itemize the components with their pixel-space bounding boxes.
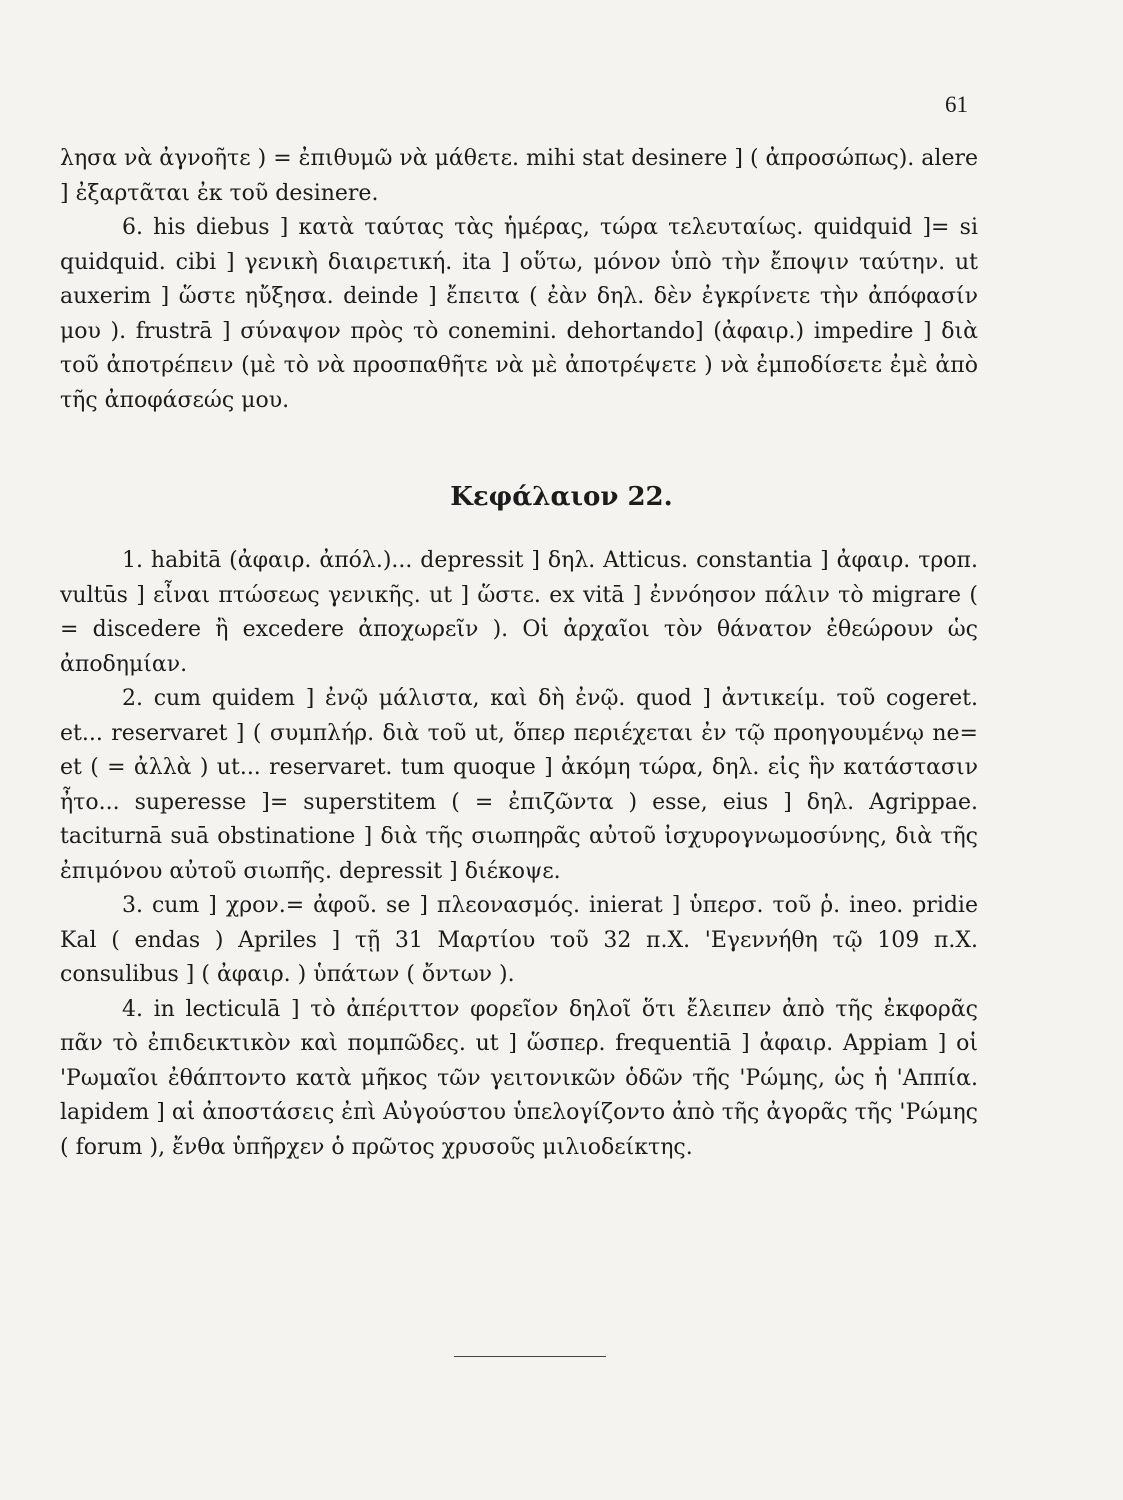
paragraph-note-2: 2. cum quidem ] ἐνῷ μάλιστα, καὶ δὴ ἐνῷ. quod ] ἀντικείμ. τοῦ cogeret. et... reservaret ] ( συμπλήρ. διὰ τοῦ ut, ὅπερ περιέχεται ἐν τῷ προηγουμένῳ ne= et ( = ἀλλὰ ) ut... reservaret. tum quoque ] ἀκόμη τώρα, δηλ. εἰς ἣν κατάστασιν ἦτο... superesse ]= superstitem ( = ἐπιζῶντα ) esse, eius ] δηλ. Agrippae. taciturnā suā obstinatione ] διὰ τῆς σιωπηρᾶς αὐτοῦ ἰσχυρογνωμοσύνης, διὰ τῆς ἐπιμόνου αὐτοῦ σιωπῆς. depressit ] διέκοψε. <box>60 686 978 884</box>
chapter-heading: Κεφάλαιον 22. <box>450 482 673 512</box>
paragraph-continuation: λησα νὰ ἀγνοῆτε ) = ἐπιθυμῶ νὰ μάθετε. mihi stat desinere ] ( ἀπροσώπως). alere ] ἐξαρτᾶται ἐκ τοῦ desinere. <box>60 146 978 206</box>
paragraph-note-6: 6. his diebus ] κατὰ ταύτας τὰς ἡμέρας, τώρα τελευταίως. quidquid ]= si quidquid. cibi ] γενικὴ διαιρετική. ita ] οὕτω, μόνον ὑπὸ τὴν ἔποψιν ταύτην. ut auxerim ] ὥστε ηὔξησα. deinde ] ἔπειτα ( ἐὰν δηλ. δὲν ἐγκρίνετε τὴν ἀπόφασίν μου ). frustrā ] σύναψον πρὸς τὸ conemini. dehortando] (ἀφαιρ.) impedire ] διὰ τοῦ ἀποτρέπειν (μὲ τὸ νὰ προσπαθῆτε νὰ μὲ ἀποτρέψετε ) νὰ ἐμποδίσετε ἐμὲ ἀπὸ τῆς ἀποφάσεώς μου. <box>60 215 978 413</box>
intro-text-block <box>60 142 978 418</box>
chapter-22-text-block <box>60 544 978 1165</box>
paragraph-note-1: 1. habitā (ἀφαιρ. ἀπόλ.)... depressit ] δηλ. Atticus. constantia ] ἀφαιρ. τροπ. vultūs ] εἶναι πτώσεως γενικῆς. ut ] ὥστε. ex vitā ] ἐννόησον πάλιν τὸ migrare ( = discedere ἢ excedere ἀποχωρεῖν ). Οἱ ἀρχαῖοι τὸν θάνατον ἐθεώρουν ὡς ἀποδημίαν. <box>60 548 978 677</box>
page-number: 61 <box>945 92 968 117</box>
paragraph-note-3: 3. cum ] χρον.= ἀφοῦ. se ] πλεονασμός. inierat ] ὑπερσ. τοῦ ῥ. ineo. pridie Kal ( endas ) Apriles ] τῇ 31 Μαρτίου τοῦ 32 π.Χ. 'Εγεννήθη τῷ 109 π.Χ. consulibus ] ( ἀφαιρ. ) ὑπάτων ( ὄντων ). <box>60 893 978 987</box>
paragraph-note-4: 4. in lecticulā ] τὸ ἀπέριττον φορεῖον δηλοῖ ὅτι ἔλειπεν ἀπὸ τῆς ἐκφορᾶς πᾶν τὸ ἐπιδεικτικὸν καὶ πομπῶδες. ut ] ὥσπερ. frequentiā ] ἀφαιρ. Appiam ] οἱ 'Ρωμαῖοι ἐθάπτοντο κατὰ μῆκος τῶν γειτονικῶν ὁδῶν τῆς 'Ρώμης, ὡς ἡ 'Αππία. lapidem ] αἱ ἀποστάσεις ἐπὶ Αὐγούστου ὑπελογίζοντο ἀπὸ τῆς ἀγορᾶς τῆς 'Ρώμης ( forum ), ἔνθα ὑπῆρχεν ὁ πρῶτος χρυσοῦς μιλιοδείκτης. <box>60 996 978 1160</box>
end-rule-divider <box>454 1356 606 1357</box>
